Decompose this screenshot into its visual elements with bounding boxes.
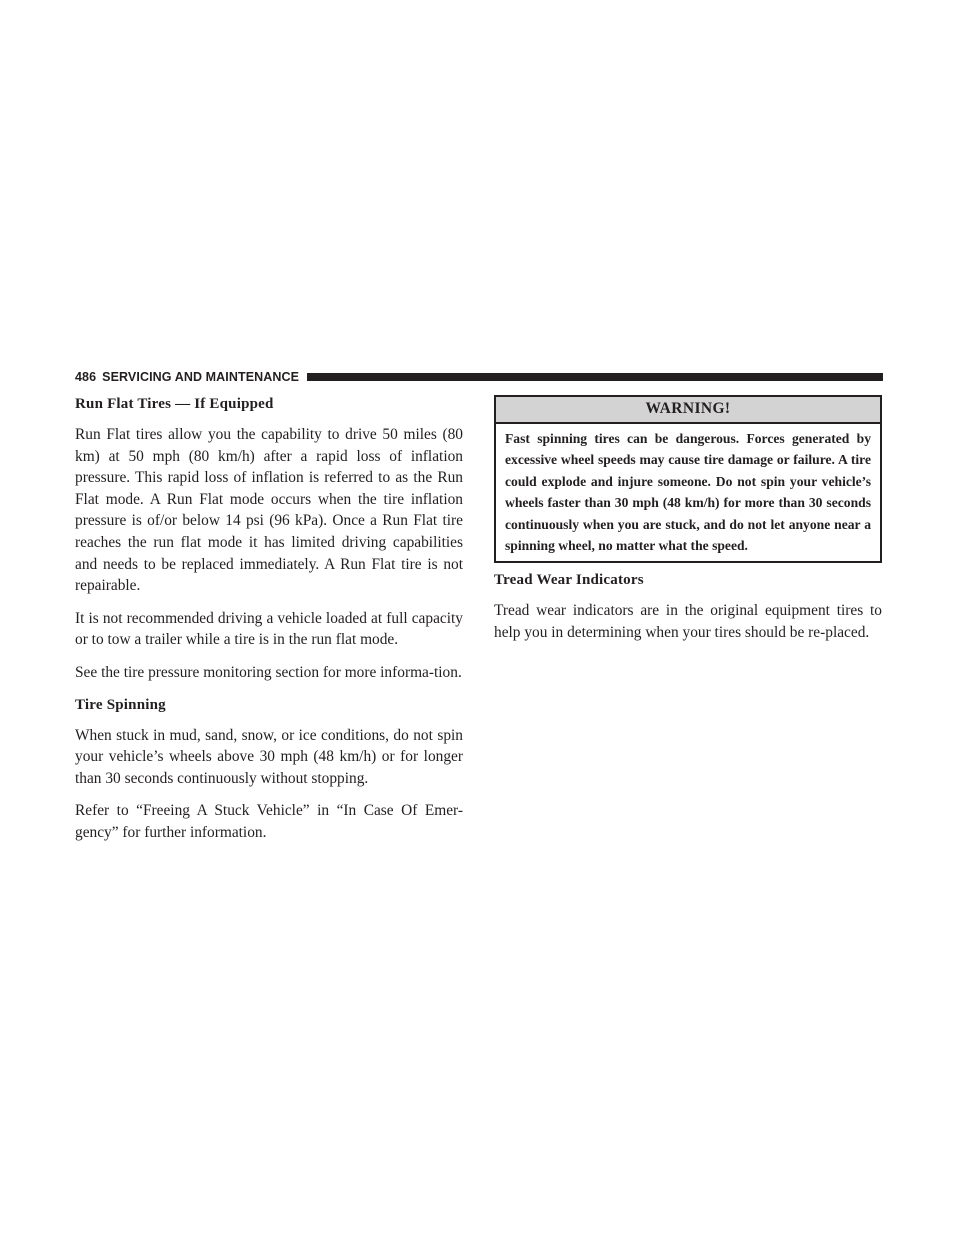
tread-wear-heading: Tread Wear Indicators [494,572,644,589]
warning-box [494,395,882,563]
run-flat-heading: Run Flat Tires — If Equipped [75,396,274,412]
warning-text: Fast spinning tires can be dangerous. Forces generated by excessive wheel speeds may cause tire damage or failure. A tire could explode and injure someone. Do not spin your vehicle’s wheels faster than 30 mph (48 km/h) for more than 30 seconds continuously when you are stuck, and do not let anyone near a spinning wheel, no matter what the speed. [505,431,871,554]
tire-spinning-paragraph-2: Refer to “Freeing A Stuck Vehicle” in “In Case Of Emer-gency” for further information. [75,802,463,841]
page-number: 486 [75,370,97,384]
header-rule [307,373,883,381]
section-title: SERVICING AND MAINTENANCE [102,370,300,384]
run-flat-paragraph-3: See the tire pressure monitoring section for more informa-tion. [75,663,462,681]
run-flat-paragraph-2: It is not recommended driving a vehicle loaded at full capacity or to tow a trailer while a tire is in the run flat mode. [75,609,463,649]
warning-title: WARNING! [496,397,880,424]
tire-spinning-paragraph-1: When stuck in mud, sand, snow, or ice conditions, do not spin your vehicle’s wheels above 30 mph (48 km/h) or for longer than 30 seconds continuously without stopping. [75,726,463,787]
right-column [494,390,882,655]
page-header [75,369,883,385]
run-flat-paragraph-1: Run Flat tires allow you the capability to drive 50 miles (80 km) at 50 mph (80 km/h) after a rapid loss of inflation pressure. This rapid loss of inflation is referred to as the Run Flat mode. A Run Flat mode occurs when the tire inflation pressure is of/or below 14 psi (96 kPa). Once a Run Flat tire reaches the run flat mode it has limited driving capabilities and needs to be replaced immediately. A Run Flat tire is not repairable. [75,426,463,595]
left-column [75,390,463,855]
tire-spinning-heading: Tire Spinning [75,696,166,713]
tread-wear-paragraph: Tread wear indicators are in the original equipment tires to help you in determining when your tires should be re-placed. [494,602,882,642]
